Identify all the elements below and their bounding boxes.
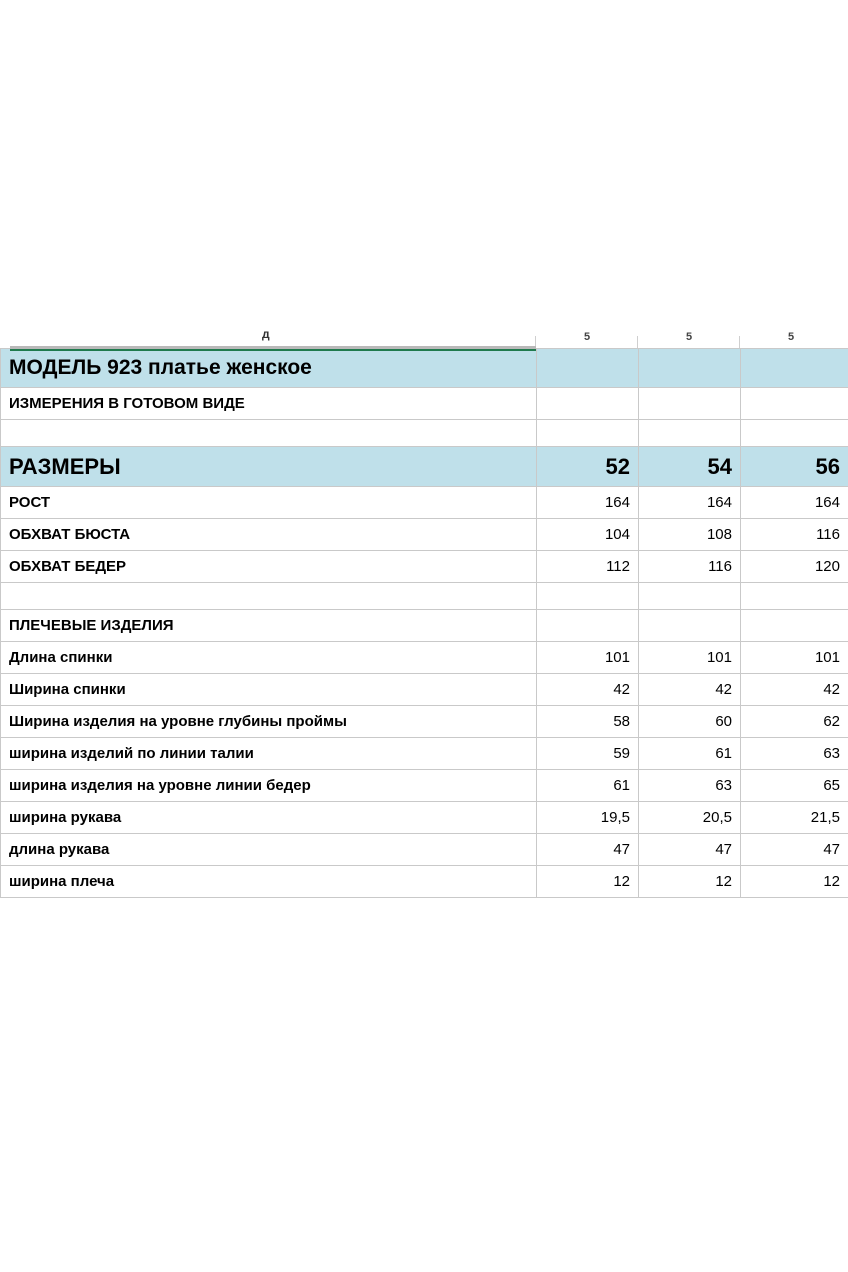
table-row <box>1 674 848 706</box>
table-row <box>1 519 848 551</box>
row-value-3: 65 <box>741 770 848 802</box>
spacer-row-2 <box>1 583 848 610</box>
row-value-2: 42 <box>639 674 741 706</box>
table-row <box>1 487 848 519</box>
table-subtitle: ИЗМЕРЕНИЯ В ГОТОВОМ ВИДЕ <box>1 388 537 420</box>
row-value-3: 116 <box>741 519 848 551</box>
row-value-2: 47 <box>639 834 741 866</box>
measurements-table <box>0 348 848 898</box>
table-row <box>1 866 848 898</box>
section-pad-2 <box>639 610 741 642</box>
size-col-1: 52 <box>537 447 639 487</box>
row-label: РОСТ <box>1 487 537 519</box>
strip-cell-d <box>740 331 848 348</box>
row-value-2: 108 <box>639 519 741 551</box>
subtitle-pad-2 <box>639 388 741 420</box>
strip-cell-label <box>0 327 536 348</box>
row-value-3: 21,5 <box>741 802 848 834</box>
spreadsheet-sheet <box>0 327 848 898</box>
strip-cell-b <box>536 331 638 348</box>
spacer-cell-3 <box>639 420 741 447</box>
row-value-3: 12 <box>741 866 848 898</box>
section-pad-1 <box>537 610 639 642</box>
row-value-2: 12 <box>639 866 741 898</box>
table-row <box>1 770 848 802</box>
spacer-cell-3 <box>639 583 741 610</box>
title-pad-2 <box>639 349 741 388</box>
row-value-3: 47 <box>741 834 848 866</box>
row-label: Ширина спинки <box>1 674 537 706</box>
row-label: ширина изделий по линии талии <box>1 738 537 770</box>
row-value-1: 42 <box>537 674 639 706</box>
table-row <box>1 802 848 834</box>
section-label: ПЛЕЧЕВЫЕ ИЗДЕЛИЯ <box>1 610 537 642</box>
row-value-1: 164 <box>537 487 639 519</box>
table-title: МОДЕЛЬ 923 платье женское <box>1 349 537 388</box>
row-value-2: 60 <box>639 706 741 738</box>
row-value-3: 164 <box>741 487 848 519</box>
table-row <box>1 834 848 866</box>
row-value-1: 61 <box>537 770 639 802</box>
table-subtitle-row <box>1 388 848 420</box>
section-pad-3 <box>741 610 848 642</box>
row-label: ширина рукава <box>1 802 537 834</box>
title-pad-1 <box>537 349 639 388</box>
spacer-cell-2 <box>537 583 639 610</box>
table-row <box>1 738 848 770</box>
row-value-2: 63 <box>639 770 741 802</box>
sizes-header-row <box>1 447 848 487</box>
row-value-1: 101 <box>537 642 639 674</box>
row-value-2: 61 <box>639 738 741 770</box>
row-label: ширина плеча <box>1 866 537 898</box>
row-label: длина рукава <box>1 834 537 866</box>
row-value-1: 47 <box>537 834 639 866</box>
spacer-cell-1 <box>1 583 537 610</box>
subtitle-pad-3 <box>741 388 848 420</box>
title-pad-3 <box>741 349 848 388</box>
strip-value-b: 5 <box>584 331 591 343</box>
table-title-row <box>1 349 848 388</box>
row-label: ОБХВАТ БЕДЕР <box>1 551 537 583</box>
row-value-2: 116 <box>639 551 741 583</box>
row-value-3: 63 <box>741 738 848 770</box>
row-value-1: 12 <box>537 866 639 898</box>
spacer-cell-4 <box>741 420 848 447</box>
table-row <box>1 642 848 674</box>
row-value-3: 42 <box>741 674 848 706</box>
size-col-2: 54 <box>639 447 741 487</box>
row-label: Длина спинки <box>1 642 537 674</box>
row-value-3: 62 <box>741 706 848 738</box>
cut-off-header-strip <box>0 327 848 348</box>
row-value-3: 101 <box>741 642 848 674</box>
spacer-row-1 <box>1 420 848 447</box>
row-label: Ширина изделия на уровне глубины проймы <box>1 706 537 738</box>
row-value-2: 164 <box>639 487 741 519</box>
row-value-1: 112 <box>537 551 639 583</box>
row-value-2: 20,5 <box>639 802 741 834</box>
row-label: ширина изделия на уровне линии бедер <box>1 770 537 802</box>
row-value-1: 59 <box>537 738 639 770</box>
strip-value-c: 5 <box>686 331 693 343</box>
strip-cell-c <box>638 331 740 348</box>
row-value-1: 104 <box>537 519 639 551</box>
row-value-2: 101 <box>639 642 741 674</box>
row-label: ОБХВАТ БЮСТА <box>1 519 537 551</box>
section-header-row <box>1 610 848 642</box>
spacer-cell-1 <box>1 420 537 447</box>
table-row <box>1 706 848 738</box>
row-value-1: 19,5 <box>537 802 639 834</box>
subtitle-pad-1 <box>537 388 639 420</box>
spacer-cell-2 <box>537 420 639 447</box>
row-value-1: 58 <box>537 706 639 738</box>
strip-value-d: 5 <box>788 331 795 343</box>
sizes-label: РАЗМЕРЫ <box>1 447 537 487</box>
strip-partial-label: д <box>262 327 270 341</box>
table-row <box>1 551 848 583</box>
selection-highlight-bar <box>10 346 536 351</box>
size-col-3: 56 <box>741 447 848 487</box>
row-value-3: 120 <box>741 551 848 583</box>
spacer-cell-4 <box>741 583 848 610</box>
